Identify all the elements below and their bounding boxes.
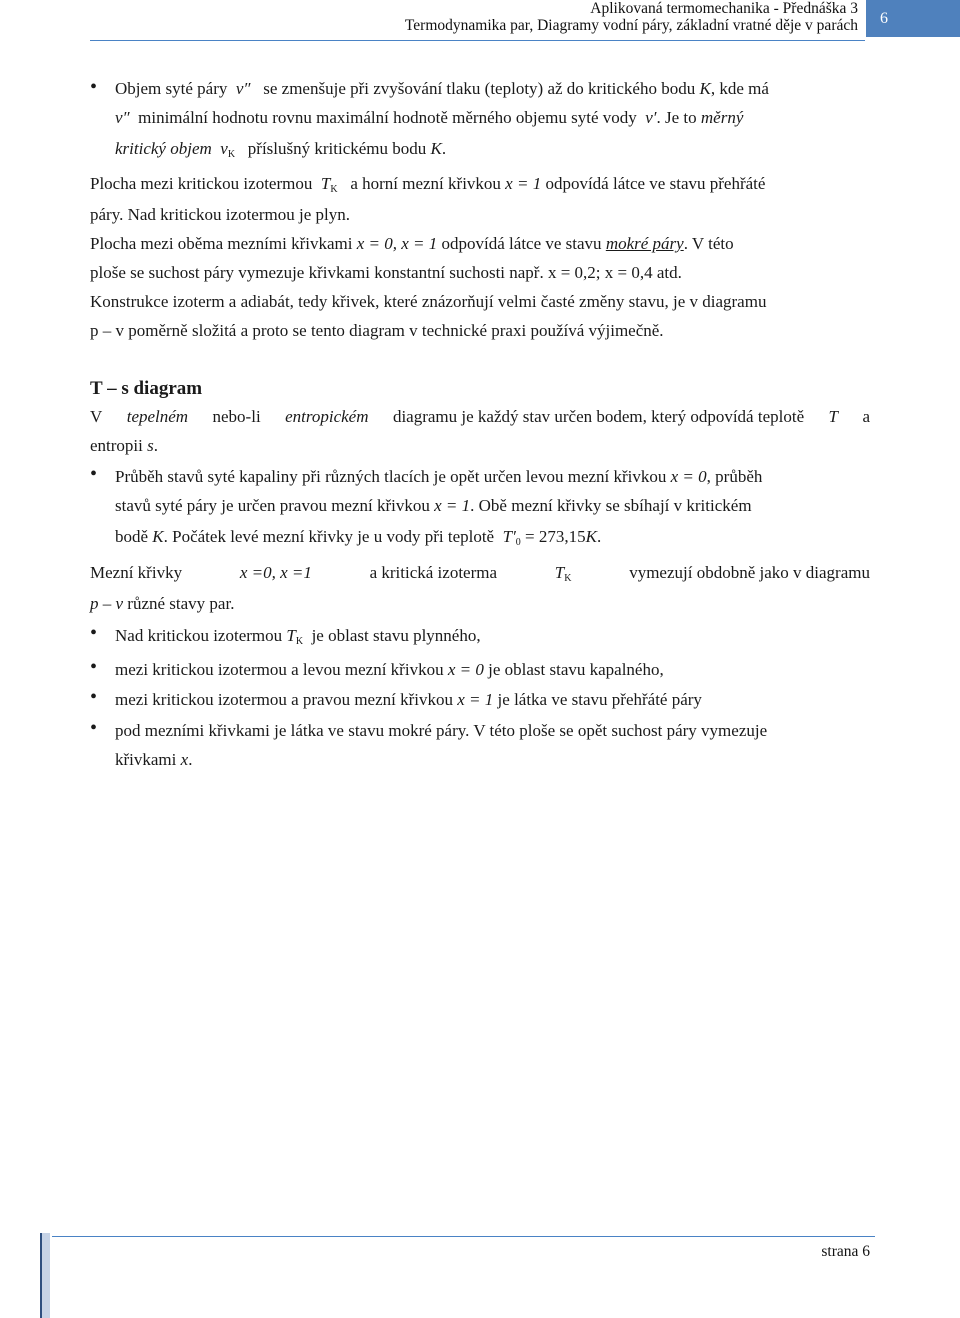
p6-line1: Mezní křivky x =0, x =1 a kritická izoterma $T_K$ vymezují obdobně jako v diagramu [90,563,870,584]
p4-line2: p – v poměrně složitá a proto se tento diagram v technické praxi používá výjimečně. [90,321,664,340]
footer-page-label: strana 6 [821,1243,870,1260]
bullet-dot: • [90,622,98,644]
b5-line2: stavů syté páry je určen pravou mezní křivkou x = 1. Obě mezní křivky se sbíhají v kritickém [115,496,752,515]
bullet-dot: • [90,76,98,98]
header-page-number: 6 [866,0,960,37]
p2-line1: Plocha mezi kritickou izotermou $T_K$ a horní mezní křivkou x = 1 odpovídá látce ve stavu přehřáté [90,174,766,195]
section-heading-ts-diagram: T – s diagram [90,378,203,399]
footer-accent-bar [40,1233,50,1318]
ts-line2: entropii s. [90,436,159,455]
list-item-2: mezi kritickou izotermou a levou mezní křivkou x = 0 je oblast stavu kapalného, [115,660,664,679]
list-item-3: mezi kritickou izotermou a pravou mezní křivkou x = 1 je látka ve stavu přehřáté páry [115,690,702,709]
p4-line1: Konstrukce izoterm a adiabát, tedy křivek, které znázorňují velmi časté změny stavu, je v diagramu [90,292,767,311]
header-course-title: Aplikovaná termomechanika - Přednáška 3 [590,0,858,17]
footer-rule [52,1236,875,1237]
p6-line2: p – v různé stavy par. [90,594,235,613]
b5-line1: Průběh stavů syté kapaliny při různých tlacích je opět určen levou mezní křivkou x = 0, průběh [115,467,763,486]
p3-line2: ploše se suchost páry vymezuje křivkami konstantní suchosti např. x = 0,2; x = 0,4 atd. [90,263,682,282]
p1-line1: Objem syté páry v″ se zmenšuje při zvyšování tlaku (teploty) až do kritického bodu K, kde má [115,79,769,98]
bullet-dot: • [90,463,98,485]
p1-line2: v″ minimální hodnotu rovnu maximální hodnotě měrného objemu syté vody v′. Je to měrný [115,108,744,127]
p3-line1: Plocha mezi oběma mezními křivkami x = 0, x = 1 odpovídá látce ve stavu mokré páry. V této [90,234,734,253]
list-item-4-line2: křivkami x. [115,750,193,769]
list-item-1: Nad kritickou izotermou $T_K$ je oblast stavu plynného, [115,626,481,647]
list-item-4-line1: pod mezními křivkami je látka ve stavu mokré páry. V této ploše se opět suchost páry vymezuje [115,721,768,740]
bullet-dot: • [90,686,98,708]
bullet-dot: • [90,717,98,739]
bullet-dot: • [90,656,98,678]
header-lecture-topic: Termodynamika par, Diagramy vodní páry, základní vratné děje v parách [404,17,858,34]
header-rule [90,40,865,41]
p1-line3: kritický objem $v_K$ příslušný kritickému bodu K. [115,139,447,160]
p2-line2: páry. Nad kritickou izotermou je plyn. [90,205,350,224]
ts-line1: V tepelném nebo-li entropickém diagramu je každý stav určen bodem, který odpovídá teplotě T a [90,407,870,426]
b5-line3: bodě K. Počátek levé mezní křivky je u vody při teplotě $T'_0 = 273,15K$. [115,527,602,548]
